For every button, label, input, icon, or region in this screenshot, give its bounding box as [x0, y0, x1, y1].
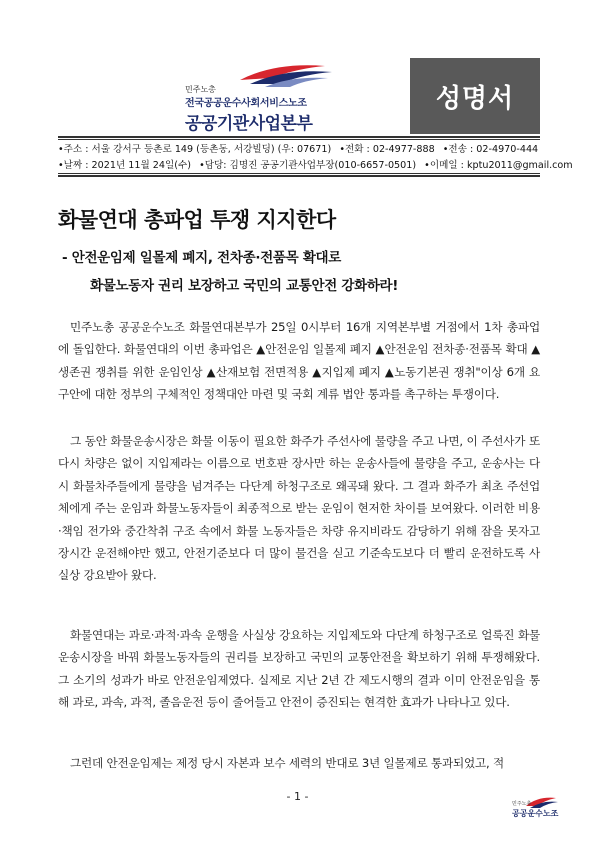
contact-info-row-2 — [58, 157, 578, 171]
phone-text: •전화 : 02-4977-888 — [339, 144, 435, 155]
info-divider — [58, 173, 540, 174]
footer-small-text: 민주노총 — [512, 801, 532, 807]
union-logo — [100, 60, 360, 134]
body-paragraph-4: 그런데 안전운임제는 제정 당시 자본과 보수 세력의 반대로 3년 일몰제로 통과되었고, 적 — [70, 756, 504, 770]
footer-union-name: 공공운수노조 — [512, 809, 559, 818]
info-divider-thick — [58, 175, 540, 177]
fax-text: •전송 : 02-4970-444 — [442, 144, 539, 155]
page-number: - 1 - — [286, 790, 309, 803]
subtitle-line-2: 화물노동자 권리 보장하고 국민의 교통안전 강화하라! — [90, 278, 399, 294]
email-text: •이메일 : kptu2011@gmail.com — [424, 160, 573, 171]
logo-swoosh-icon — [100, 60, 360, 90]
contact-person-text: •담당: 김명진 공공기관사업부장(010-6657-0501) — [199, 160, 417, 171]
body-paragraph-1: 민주노총 공공운수노조 화물연대본부가 25일 0시부터 16개 지역본부별 거점에서 1차 총파업에 돌입한다. 화물연대의 이번 총파업은 ▲안전운임 일몰제 폐지 ▲안전운임 전차종·전품목 확대 ▲생존권 쟁취를 위한 운임인상 ▲산재보험 전면적용 ▲지입제 폐지 ▲노동기본권 쟁취"이상 6개 요구안에 대한 정부의 구체적인 정책대안 마련 및 국회 계류 법안 통과를 촉구하는 투쟁이다. — [58, 320, 540, 402]
footer-logo — [498, 794, 560, 824]
logo-division-name: 공공기관사업본부 — [185, 114, 313, 134]
date-text: •날짜 : 2021년 11월 24일(수) — [58, 160, 192, 171]
logo-small-text: 민주노총 — [185, 85, 216, 94]
logo-union-name: 전국공공운수사회서비스노조 — [185, 98, 307, 109]
header-divider-thin — [58, 139, 540, 140]
contact-info-row-1 — [58, 141, 543, 155]
body-paragraph-2: 그 동안 화물운송시장은 화물 이동이 필요한 화주가 주선사에 물량을 주고 나면, 이 주선사가 또 다시 차량은 없이 지입제라는 이름으로 번호판 장사만 하는 운송사들에 물량을 주고, 운송사는 다시 화물차주들에게 물량을 넘겨주는 다단계 하청구조로 왜곡돼 왔다. 그 결과 화주가 최초 주선업체에게 주는 운임과 화물노동자들이 최종적으로 받는 운임이 현저한 차이를 보여왔다. 이러한 비용·책임 전가와 중간착취 구조 속에서 화물 노동자들은 차량 유지비라도 감당하기 위해 잠을 못자고 장시간 운전해야만 했고, 안전기준보다 더 많이 물건을 싣고 기준속도보다 더 빨리 운전하도록 사실상 강요받아 왔다. — [58, 434, 540, 583]
address-text: •주소 : 서울 강서구 등촌로 149 (등촌동, 서강빌딩) (우: 07671) — [58, 144, 332, 155]
header-divider — [58, 136, 540, 138]
document-title: 화물연대 총파업 투쟁 지지한다 — [58, 208, 336, 232]
statement-label: 성명서 — [410, 58, 540, 134]
subtitle-line-1: - 안전운임제 일몰제 폐지, 전차종·전품목 확대로 — [62, 250, 342, 266]
body-paragraph-3: 화물연대는 과로·과적·과속 운행을 사실상 강요하는 지입제도와 다단계 하청구조로 얼룩진 화물운송시장을 바꿔 화물노동자들의 권리를 보장하고 국민의 교통안전을 확보하기 위해 투쟁해왔다. 그 소기의 성과가 바로 안전운임제였다. 실제로 지난 2년 간 제도시행의 결과 이미 안전운임을 통해 과로, 과속, 과적, 졸음운전 등이 줄어들고 안전이 증진되는 현격한 효과가 나타나고 있다. — [58, 628, 540, 710]
